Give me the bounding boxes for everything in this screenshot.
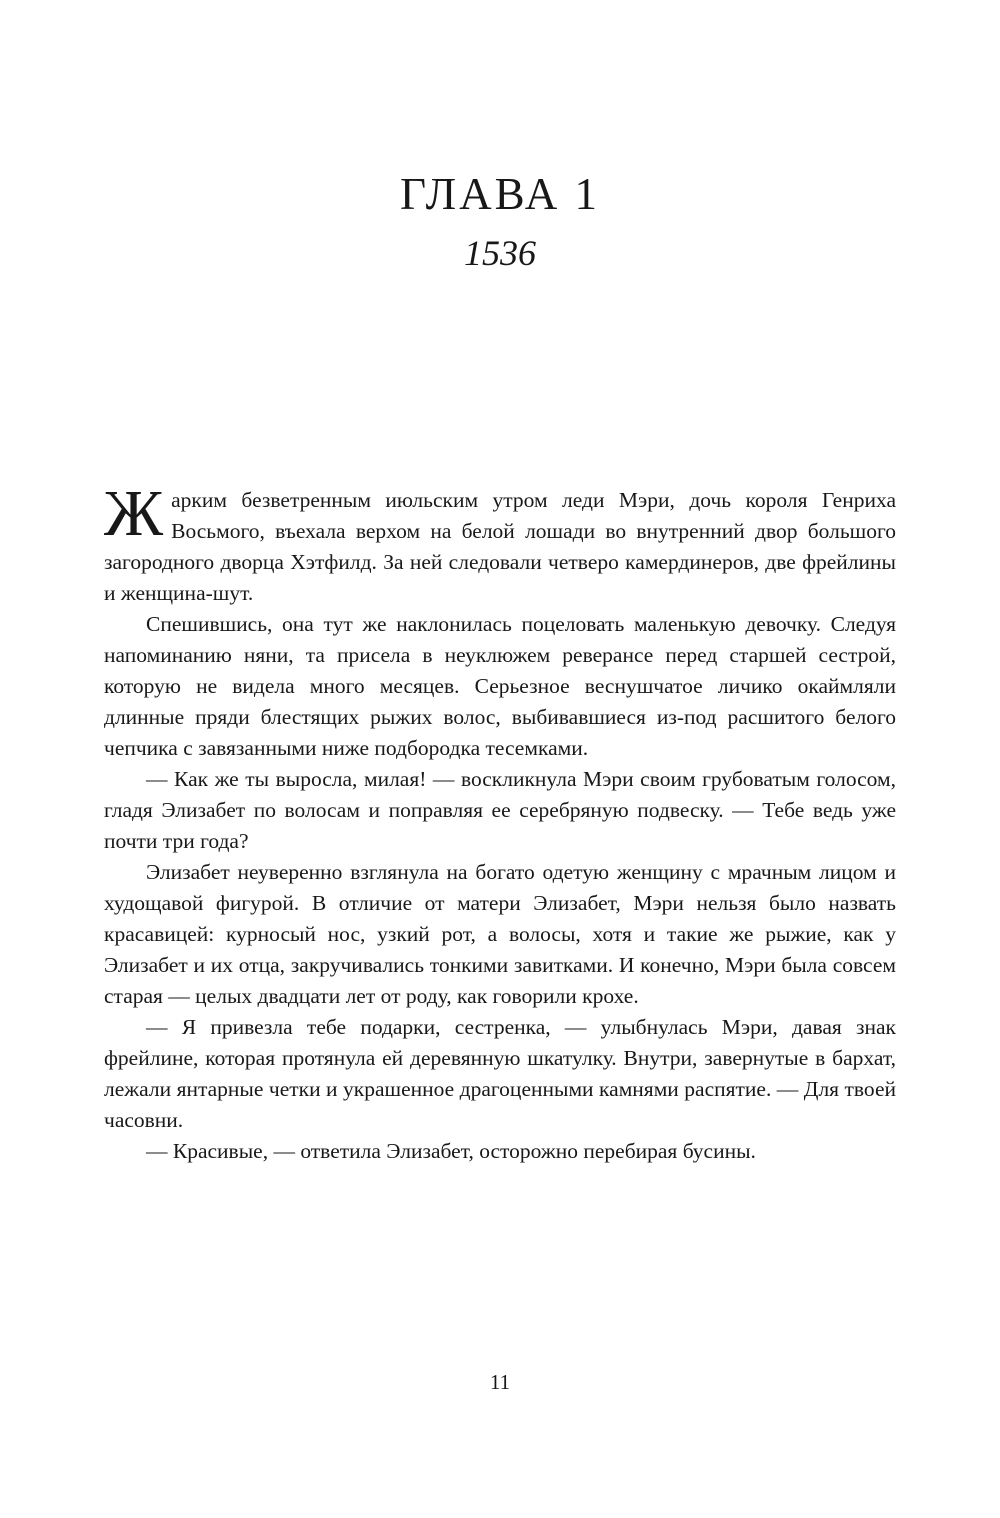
paragraph: — Красивые, — ответила Элизабет, осторожно перебирая бусины. [146, 1139, 756, 1164]
paragraph: — Я привезла тебе подарки, сестренка, — улыбнулась Мэри, давая знак фрейлине, которая протянула ей деревянную шкатулку. Внутри, завернутые в бархат, лежали янтарные четки и украшенное драгоценными камнями распятие. — Для твоей часовни. [104, 1015, 896, 1133]
dropcap-letter: Ж [104, 477, 164, 551]
paragraph: Элизабет неуверенно взглянула на богато одетую женщину с мрачным лицом и худощавой фигурой. В отличие от матери Элизабет, Мэри нельзя было назвать красавицей: курносый нос, узкий рот, а волосы, хотя и такие же рыжие, как у Элизабет и их отца, закручивались тонкими завитками. И конечно, Мэри была совсем старая — целых двадцати лет от роду, как говорили крохе. [104, 860, 896, 1009]
page-number: 11 [489, 1370, 511, 1394]
chapter-title: ГЛАВА 1 [399, 169, 601, 219]
paragraph: Жарким безветренным июльским утром леди Мэри, дочь короля Генриха Восьмого, въехала верхом на белой лошади во внутренний двор большого загородного дворца Хэтфилд. За ней следовали четверо камердинеров, две фрейлины и женщина-шут. [104, 477, 896, 606]
body-text [104, 477, 896, 1167]
paragraph: Спешившись, она тут же наклонилась поцеловать маленькую девочку. Следуя напоминанию няни, та присела в неуклюжем реверансе перед старшей сестрой, которую не видела много месяцев. Серьезное веснушчатое личико окаймляли длинные пряди блестящих рыжих волос, выбивавшиеся из-под расшитого белого чепчика с завязанными ниже подбородка тесемками. [104, 612, 896, 761]
paragraph: — Как же ты выросла, милая! — воскликнула Мэри своим грубоватым голосом, гладя Элизабет по волосам и поправляя ее серебряную подвеску. — Тебе ведь уже почти три года? [104, 767, 896, 854]
chapter-subtitle: 1536 [464, 232, 536, 273]
chapter-head [0, 0, 1000, 273]
